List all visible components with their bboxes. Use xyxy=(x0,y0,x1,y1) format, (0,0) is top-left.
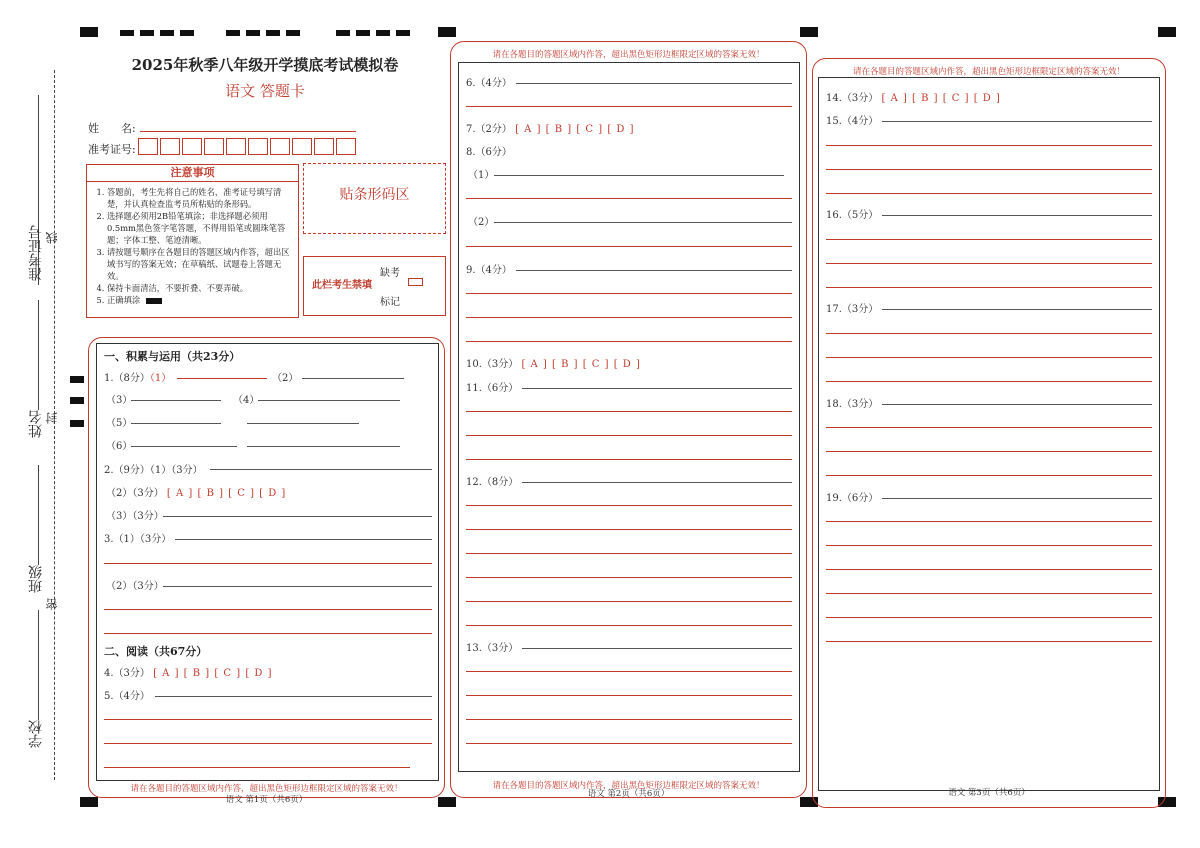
answer-line[interactable] xyxy=(826,451,1152,452)
question-2-1: 2.（9分）（1）（3分） xyxy=(104,465,203,476)
question-label: 7.（2分） xyxy=(466,124,512,135)
answer-line[interactable] xyxy=(826,381,1152,382)
notes-box xyxy=(86,164,299,318)
answer-line[interactable] xyxy=(104,767,410,768)
question-8-1: （1） xyxy=(468,170,495,181)
answer-line[interactable] xyxy=(826,239,1152,240)
absent-box xyxy=(303,256,446,316)
page-title: 2025年秋季八年级开学摸底考试模拟卷 xyxy=(131,56,399,74)
side-seal-label: 封 xyxy=(45,412,59,424)
question-label: （2）（3分） xyxy=(106,488,164,499)
choice-options[interactable]: [ A ] [ B ] [ C ] [ D ] xyxy=(881,93,1001,104)
section-heading-1: 一、积累与运用（共23分） xyxy=(104,350,241,363)
side-line-label: 线 xyxy=(45,232,59,244)
question-4 xyxy=(104,664,273,679)
answer-line[interactable] xyxy=(826,427,1152,428)
answer-box-3 xyxy=(818,77,1160,791)
answer-line[interactable] xyxy=(826,475,1152,476)
question-8-2: （2） xyxy=(468,217,495,228)
question-11: 11.（6分） xyxy=(466,383,519,394)
question-3-1: 3.（1）（3分） xyxy=(104,534,172,545)
answer-line[interactable] xyxy=(826,357,1152,358)
choice-options[interactable]: [ A ] [ B ] [ C ] [ D ] xyxy=(153,668,273,679)
absent-checkbox[interactable] xyxy=(408,278,423,286)
answer-line[interactable] xyxy=(155,696,432,697)
answer-line[interactable] xyxy=(466,625,792,626)
question-label: 14.（3分） xyxy=(826,93,879,104)
answer-line[interactable] xyxy=(882,215,1152,216)
answer-line[interactable] xyxy=(466,198,792,199)
question-label: 1.（8分） xyxy=(104,373,150,384)
answer-line[interactable] xyxy=(163,516,432,517)
absent-mark-label-2: 标记 xyxy=(380,297,400,308)
answer-line[interactable] xyxy=(466,459,792,460)
side-class-label: 班级 xyxy=(28,565,44,593)
question-label: 10.（3分） xyxy=(466,359,519,370)
question-17: 17.（3分） xyxy=(826,304,879,315)
answer-line[interactable] xyxy=(466,293,792,294)
exam-no-label: 准考证号: xyxy=(88,143,136,156)
answer-line[interactable] xyxy=(882,309,1152,310)
answer-line[interactable] xyxy=(826,193,1152,194)
question-2-2 xyxy=(106,484,286,499)
section-heading-2: 二、阅读（共67分） xyxy=(104,645,208,658)
question-2-3: （3）（3分） xyxy=(106,511,164,522)
answer-line[interactable] xyxy=(826,617,1152,618)
answer-line[interactable] xyxy=(522,388,792,389)
answer-line[interactable] xyxy=(131,446,237,447)
answer-line[interactable] xyxy=(882,498,1152,499)
answer-line[interactable] xyxy=(247,446,400,447)
question-14 xyxy=(826,89,1001,104)
question-3-2: （2）（3分） xyxy=(106,581,164,592)
side-exam-no-label: 准考证号 xyxy=(28,225,44,281)
blank-label: （5） xyxy=(106,418,133,429)
notes-item: 4. 保持卡面清洁，不要折叠、不要弄破。 xyxy=(107,282,292,294)
answer-line[interactable] xyxy=(258,400,400,401)
answer-line[interactable] xyxy=(466,553,792,554)
answer-line[interactable] xyxy=(175,539,432,540)
answer-line[interactable] xyxy=(466,695,792,696)
notes-item-text: 正确填涂 xyxy=(107,295,141,305)
answer-line[interactable] xyxy=(104,743,432,744)
answer-line[interactable] xyxy=(826,287,1152,288)
question-7 xyxy=(466,120,635,135)
answer-line[interactable] xyxy=(516,83,792,84)
answer-line[interactable] xyxy=(466,601,792,602)
question-6: 6.（4分） xyxy=(466,78,512,89)
side-name-label: 姓名 xyxy=(28,410,44,438)
answer-line[interactable] xyxy=(826,521,1152,522)
answer-line[interactable] xyxy=(466,743,792,744)
answer-line[interactable] xyxy=(522,648,792,649)
answer-line[interactable] xyxy=(466,505,792,506)
question-18: 18.（3分） xyxy=(826,399,879,410)
answer-line[interactable] xyxy=(466,435,792,436)
question-13: 13.（3分） xyxy=(466,643,519,654)
answer-line[interactable] xyxy=(466,719,792,720)
page-number: 语文 第2页（共6页） xyxy=(587,789,670,799)
choice-options[interactable]: [ A ] [ B ] [ C ] [ D ] xyxy=(521,359,641,370)
answer-line[interactable] xyxy=(466,529,792,530)
answer-line[interactable] xyxy=(104,633,432,634)
question-9: 9.（4分） xyxy=(466,265,512,276)
notes-item: 3. 请按题号顺序在各题目的答题区域内作答，超出区域书写的答案无效；在草稿纸、试题卷上答题无效。 xyxy=(107,246,292,282)
answer-line[interactable] xyxy=(247,423,359,424)
answer-line[interactable] xyxy=(826,263,1152,264)
blank-label: （2） xyxy=(272,373,299,384)
question-16: 16.（5分） xyxy=(826,210,879,221)
answer-line[interactable] xyxy=(131,400,221,401)
answer-line[interactable] xyxy=(466,577,792,578)
name-label: 姓 名: xyxy=(88,122,136,135)
answer-line[interactable] xyxy=(882,121,1152,122)
question-12: 12.（8分） xyxy=(466,477,519,488)
barcode-area: 贴条形码区 xyxy=(303,163,446,234)
page-number: 语文 第1页（共6页） xyxy=(225,795,308,805)
blank-label: （6） xyxy=(106,441,133,452)
answer-line[interactable] xyxy=(466,341,792,342)
answer-line[interactable] xyxy=(516,270,792,271)
notes-heading: 注意事项 xyxy=(87,165,298,182)
absent-mark-label: 缺考 xyxy=(380,268,400,279)
question-8: 8.（6分） xyxy=(466,147,512,158)
answer-line[interactable] xyxy=(163,586,432,587)
page-subtitle: 语文 答题卡 xyxy=(225,82,305,100)
answer-line[interactable] xyxy=(104,609,432,610)
answer-line[interactable] xyxy=(466,106,792,107)
notes-item xyxy=(107,294,292,306)
answer-line[interactable] xyxy=(177,378,267,379)
answer-line[interactable] xyxy=(494,222,792,223)
question-label: 4.（3分） xyxy=(104,668,150,679)
answer-line[interactable] xyxy=(826,569,1152,570)
page-number: 语文 第3页（共6页） xyxy=(948,788,1030,798)
answer-box-2 xyxy=(458,62,800,772)
notes-item: 2. 选择题必须用2B铅笔填涂；非选择题必须用0.5mm黑色签字笔答题，不得用铅笔或圆珠笔答题；字体工整、笔迹清晰。 xyxy=(107,210,292,246)
name-field[interactable] xyxy=(140,118,356,132)
answer-line[interactable] xyxy=(104,563,432,564)
side-secret-label: 密 xyxy=(45,598,59,610)
answer-line[interactable] xyxy=(826,169,1152,170)
warning-text: 请在各题目的答题区域内作答，超出黑色矩形边框限定区域的答案无效！ xyxy=(492,781,765,791)
answer-line[interactable] xyxy=(494,175,784,176)
absent-label: 此栏考生禁填 xyxy=(312,280,372,291)
answer-line[interactable] xyxy=(466,246,792,247)
blank-label: （1） xyxy=(149,373,172,384)
question-1 xyxy=(104,369,171,384)
answer-line[interactable] xyxy=(826,333,1152,334)
exam-no-boxes[interactable] xyxy=(138,138,358,155)
answer-line[interactable] xyxy=(466,671,792,672)
answer-line[interactable] xyxy=(466,317,792,318)
fill-sample xyxy=(146,298,162,304)
question-15: 15.（4分） xyxy=(826,116,879,127)
question-19: 19.（6分） xyxy=(826,493,879,504)
notes-item: 1. 答题前，考生先将自己的姓名，准考证号填写清楚，并认真检查监考员所粘贴的条形码。 xyxy=(107,186,292,210)
answer-line[interactable] xyxy=(882,404,1152,405)
warning-text: 请在各题目的答题区域内作答，超出黑色矩形边框限定区域的答案无效！ xyxy=(130,784,403,794)
question-10 xyxy=(466,355,641,370)
choice-options[interactable]: [ A ] [ B ] [ C ] [ D ] xyxy=(166,488,287,499)
answer-line[interactable] xyxy=(826,641,1152,642)
answer-line[interactable] xyxy=(210,469,432,470)
answer-line[interactable] xyxy=(522,482,792,483)
side-school-label: 学校 xyxy=(28,720,44,748)
answer-line[interactable] xyxy=(466,411,792,412)
answer-line[interactable] xyxy=(302,378,404,379)
answer-box-1 xyxy=(96,343,439,781)
warning-text: 请在各题目的答题区域内作答，超出黑色矩形边框限定区域的答案无效！ xyxy=(492,50,765,60)
question-5: 5.（4分） xyxy=(104,691,150,702)
choice-options[interactable]: [ A ] [ B ] [ C ] [ D ] xyxy=(515,124,635,135)
answer-line[interactable] xyxy=(826,593,1152,594)
answer-line[interactable] xyxy=(826,145,1152,146)
answer-line[interactable] xyxy=(131,423,221,424)
warning-text: 请在各题目的答题区域内作答，超出黑色矩形边框限定区域的答案无效！ xyxy=(852,67,1125,77)
blank-label: （3） xyxy=(106,395,133,406)
blank-label: （4） xyxy=(233,395,260,406)
answer-line[interactable] xyxy=(104,719,432,720)
answer-line[interactable] xyxy=(826,545,1152,546)
